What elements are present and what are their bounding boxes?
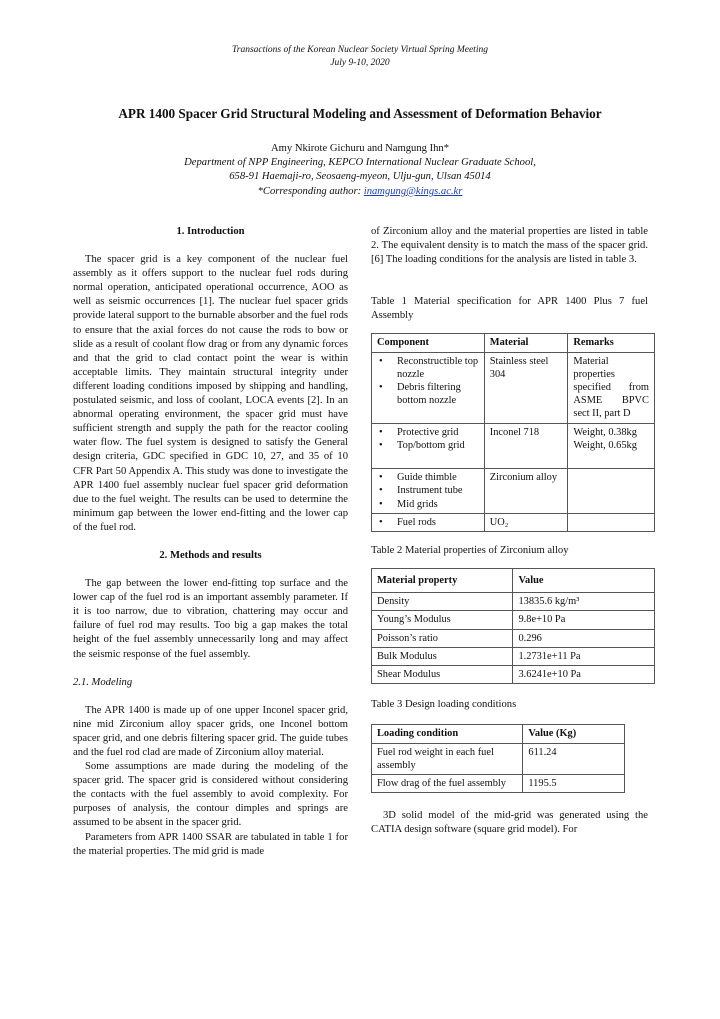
bullet-icon: • <box>379 485 383 497</box>
component-item: • Top/bottom grid <box>379 439 465 451</box>
modeling-paragraph-3: Parameters from APR 1400 SSAR are tabulated in table 1 for the material properties. The mid grid is made <box>73 831 348 857</box>
property-cell: Density <box>372 593 513 611</box>
table-row <box>372 469 655 514</box>
component-item: • Guide thimble <box>379 472 457 484</box>
corresponding-author <box>0 185 720 199</box>
table-3-loading-conditions <box>371 724 625 793</box>
material-cell: Inconel 718 <box>484 423 568 468</box>
material-cell: UO₂ <box>484 513 568 531</box>
components-cell <box>372 469 485 514</box>
remarks-cell <box>568 469 655 514</box>
table-row <box>372 352 655 423</box>
bullet-icon: • <box>379 516 383 528</box>
modeling-paragraph-2: Some assumptions are made during the modeling of the spacer grid. The spacer grid is considered without considering the contacts with the fuel assembly to avoid complexity. For purposes of analysis, the contour dimples and springs are assumed to be absent in the spacer grid. <box>73 761 348 829</box>
corresponding-prefix: *Corresponding author: <box>257 185 364 197</box>
table-3-header-row <box>372 725 625 743</box>
running-header <box>0 44 720 70</box>
remarks-cell: Material properties specified from ASME BPVC sect II, part D <box>568 352 655 423</box>
section-1-heading: 1. Introduction <box>176 226 245 237</box>
table-header-cell: Value <box>513 569 655 593</box>
component-item: • Protective grid <box>379 426 459 438</box>
bullet-icon: • <box>379 498 383 510</box>
table-row <box>372 666 655 684</box>
intro-paragraph: The spacer grid is a key component of the nuclear fuel assembly as it offers support to the nuclear fuel rods during normal operation, anticipated operational occurrence, AOO as well as seismic occurrences [1]. The nuclear fuel spacer grids provide lateral support to the burnable absorber and the fuel rods to ensure that the axial forces do not cause the rods to bow or slide as a result of coolant flow drag or from any dynamic forces and that the grid to clad contact point the wear is within acceptable limits. They maintain structural integrity under different loading conditions imposed by shipping and handling, postulated seismic, and loss of coolant, LOCA events [2]. In an abnormal operating environment, the spacer grid must have sufficient strength and supply the path for the reactor cooling water flow. The fuel system is designed to satisfy the General design criteria, GDC specified in GDC 10, 27, and 35 of 10 CFR Part 50 Appendix A. This study was done to investigate the APR 1400 fuel assembly nuclear fuel spacer grid deformation due to the fuel weight. The results can be used to determine the minimum gap between the lower end-fitting and the lower cap of the fuel rod. <box>73 254 348 533</box>
remarks-cell: Weight, 0.38kg Weight, 0.65kg <box>568 423 655 468</box>
component-item: • Instrument tube <box>379 485 463 497</box>
table-row <box>372 593 655 611</box>
table-header-cell: Loading condition <box>372 725 523 743</box>
table-2-header-row <box>372 569 655 593</box>
bullet-icon: • <box>379 426 383 438</box>
author-names: Amy Nkirote Gichuru and Namgung Ihn* <box>271 143 449 154</box>
affiliation-2: 658-91 Haemaji-ro, Seosaeng-myeon, Ulju-gun, Ulsan 45014 <box>229 171 491 183</box>
table-2-zirconium-properties <box>371 568 655 684</box>
table-1-material-specification <box>371 333 655 531</box>
section-2-heading: 2. Methods and results <box>159 549 262 561</box>
table-header-cell: Value (Kg) <box>523 725 625 743</box>
table-header-cell: Material <box>484 334 568 352</box>
component-item: • Fuel rods <box>379 516 436 528</box>
author-block <box>0 142 720 199</box>
property-cell: Shear Modulus <box>372 666 513 684</box>
header-line-2: July 9-10, 2020 <box>330 58 390 68</box>
modeling-paragraph-1: The APR 1400 is made up of one upper Inconel spacer grid, nine mid Zirconium alloy spacer grids, one Inconel bottom spacer grid, and one debris filtering spacer grid. The guide tubes and the fuel rod clad are made of Zirconium alloy material. <box>73 704 348 758</box>
left-column <box>73 225 348 859</box>
affiliation-1: Department of NPP Engineering, KEPCO International Nuclear Graduate School, <box>184 157 536 169</box>
table-1-header-row <box>372 334 655 352</box>
remarks-cell <box>568 513 655 531</box>
material-cell: Stainless steel 304 <box>484 352 568 423</box>
table-row <box>372 629 655 647</box>
table-3-caption: Table 3 Design loading conditions <box>371 699 517 711</box>
bullet-icon: • <box>379 439 383 451</box>
property-cell: Poisson’s ratio <box>372 629 513 647</box>
table-row <box>372 611 655 629</box>
component-item: • Reconstructible top nozzle <box>379 355 479 380</box>
condition-cell: Flow drag of the fuel assembly <box>372 774 523 792</box>
component-item: • Debris filtering bottom nozzle <box>379 382 461 407</box>
author-email-link[interactable]: inamgung@kings.ac.kr <box>363 185 463 197</box>
value-cell: 13835.6 kg/m³ <box>513 593 655 611</box>
property-cell: Bulk Modulus <box>372 647 513 665</box>
component-item: • Mid grids <box>379 498 438 510</box>
header-line-1: Transactions of the Korean Nuclear Society Virtual Spring Meeting <box>232 45 488 55</box>
table-header-cell: Remarks <box>568 334 655 352</box>
table-row <box>372 423 655 468</box>
right-bottom-paragraph: 3D solid model of the mid-grid was generated using the CATIA design software (square grid model). For <box>371 810 648 836</box>
property-cell: Young’s Modulus <box>372 611 513 629</box>
paper-title: APR 1400 Spacer Grid Structural Modeling and Assessment of Deformation Behavior <box>118 106 602 121</box>
table-header-cell: Material property <box>372 569 513 593</box>
value-cell: 9.8e+10 Pa <box>513 611 655 629</box>
table-row <box>372 743 625 774</box>
table-row <box>372 513 655 531</box>
value-cell: 1.2731e+11 Pa <box>513 647 655 665</box>
components-cell <box>372 423 485 468</box>
bullet-icon: • <box>379 472 383 484</box>
table-header-cell: Component <box>372 334 485 352</box>
right-column <box>371 225 648 837</box>
condition-cell: Fuel rod weight in each fuel assembly <box>372 743 523 774</box>
subsection-2-1-heading: 2.1. Modeling <box>73 676 133 688</box>
value-cell: 0.296 <box>513 629 655 647</box>
components-cell <box>372 352 485 423</box>
value-cell: 1195.5 <box>523 774 625 792</box>
material-cell: Zirconium alloy <box>484 469 568 514</box>
value-cell: 3.6241e+10 Pa <box>513 666 655 684</box>
table-1-caption: Table 1 Material specification for APR 1400 Plus 7 fuel Assembly <box>371 296 648 322</box>
components-cell <box>372 513 485 531</box>
bullet-icon: • <box>379 382 383 394</box>
right-top-paragraph: of Zirconium alloy and the material properties are listed in table 2. The equivalent density is to match the mass of the spacer grid. [6] The loading conditions for the analysis are listed in table 3. <box>371 226 648 266</box>
value-cell: 611.24 <box>523 743 625 774</box>
bullet-icon: • <box>379 355 383 367</box>
table-2-caption: Table 2 Material properties of Zirconium alloy <box>371 544 569 556</box>
table-row <box>372 774 625 792</box>
methods-paragraph: The gap between the lower end-fitting top surface and the lower cap of the fuel rod is an important assembly parameter. If it is too narrow, due to vibration, chattering may occur and failure of fuel rod may results. Too big a gap makes the total height of the fuel assembly unnecessarily long and may affect the seismic response of the fuel assembly. <box>73 578 348 660</box>
table-row <box>372 647 655 665</box>
